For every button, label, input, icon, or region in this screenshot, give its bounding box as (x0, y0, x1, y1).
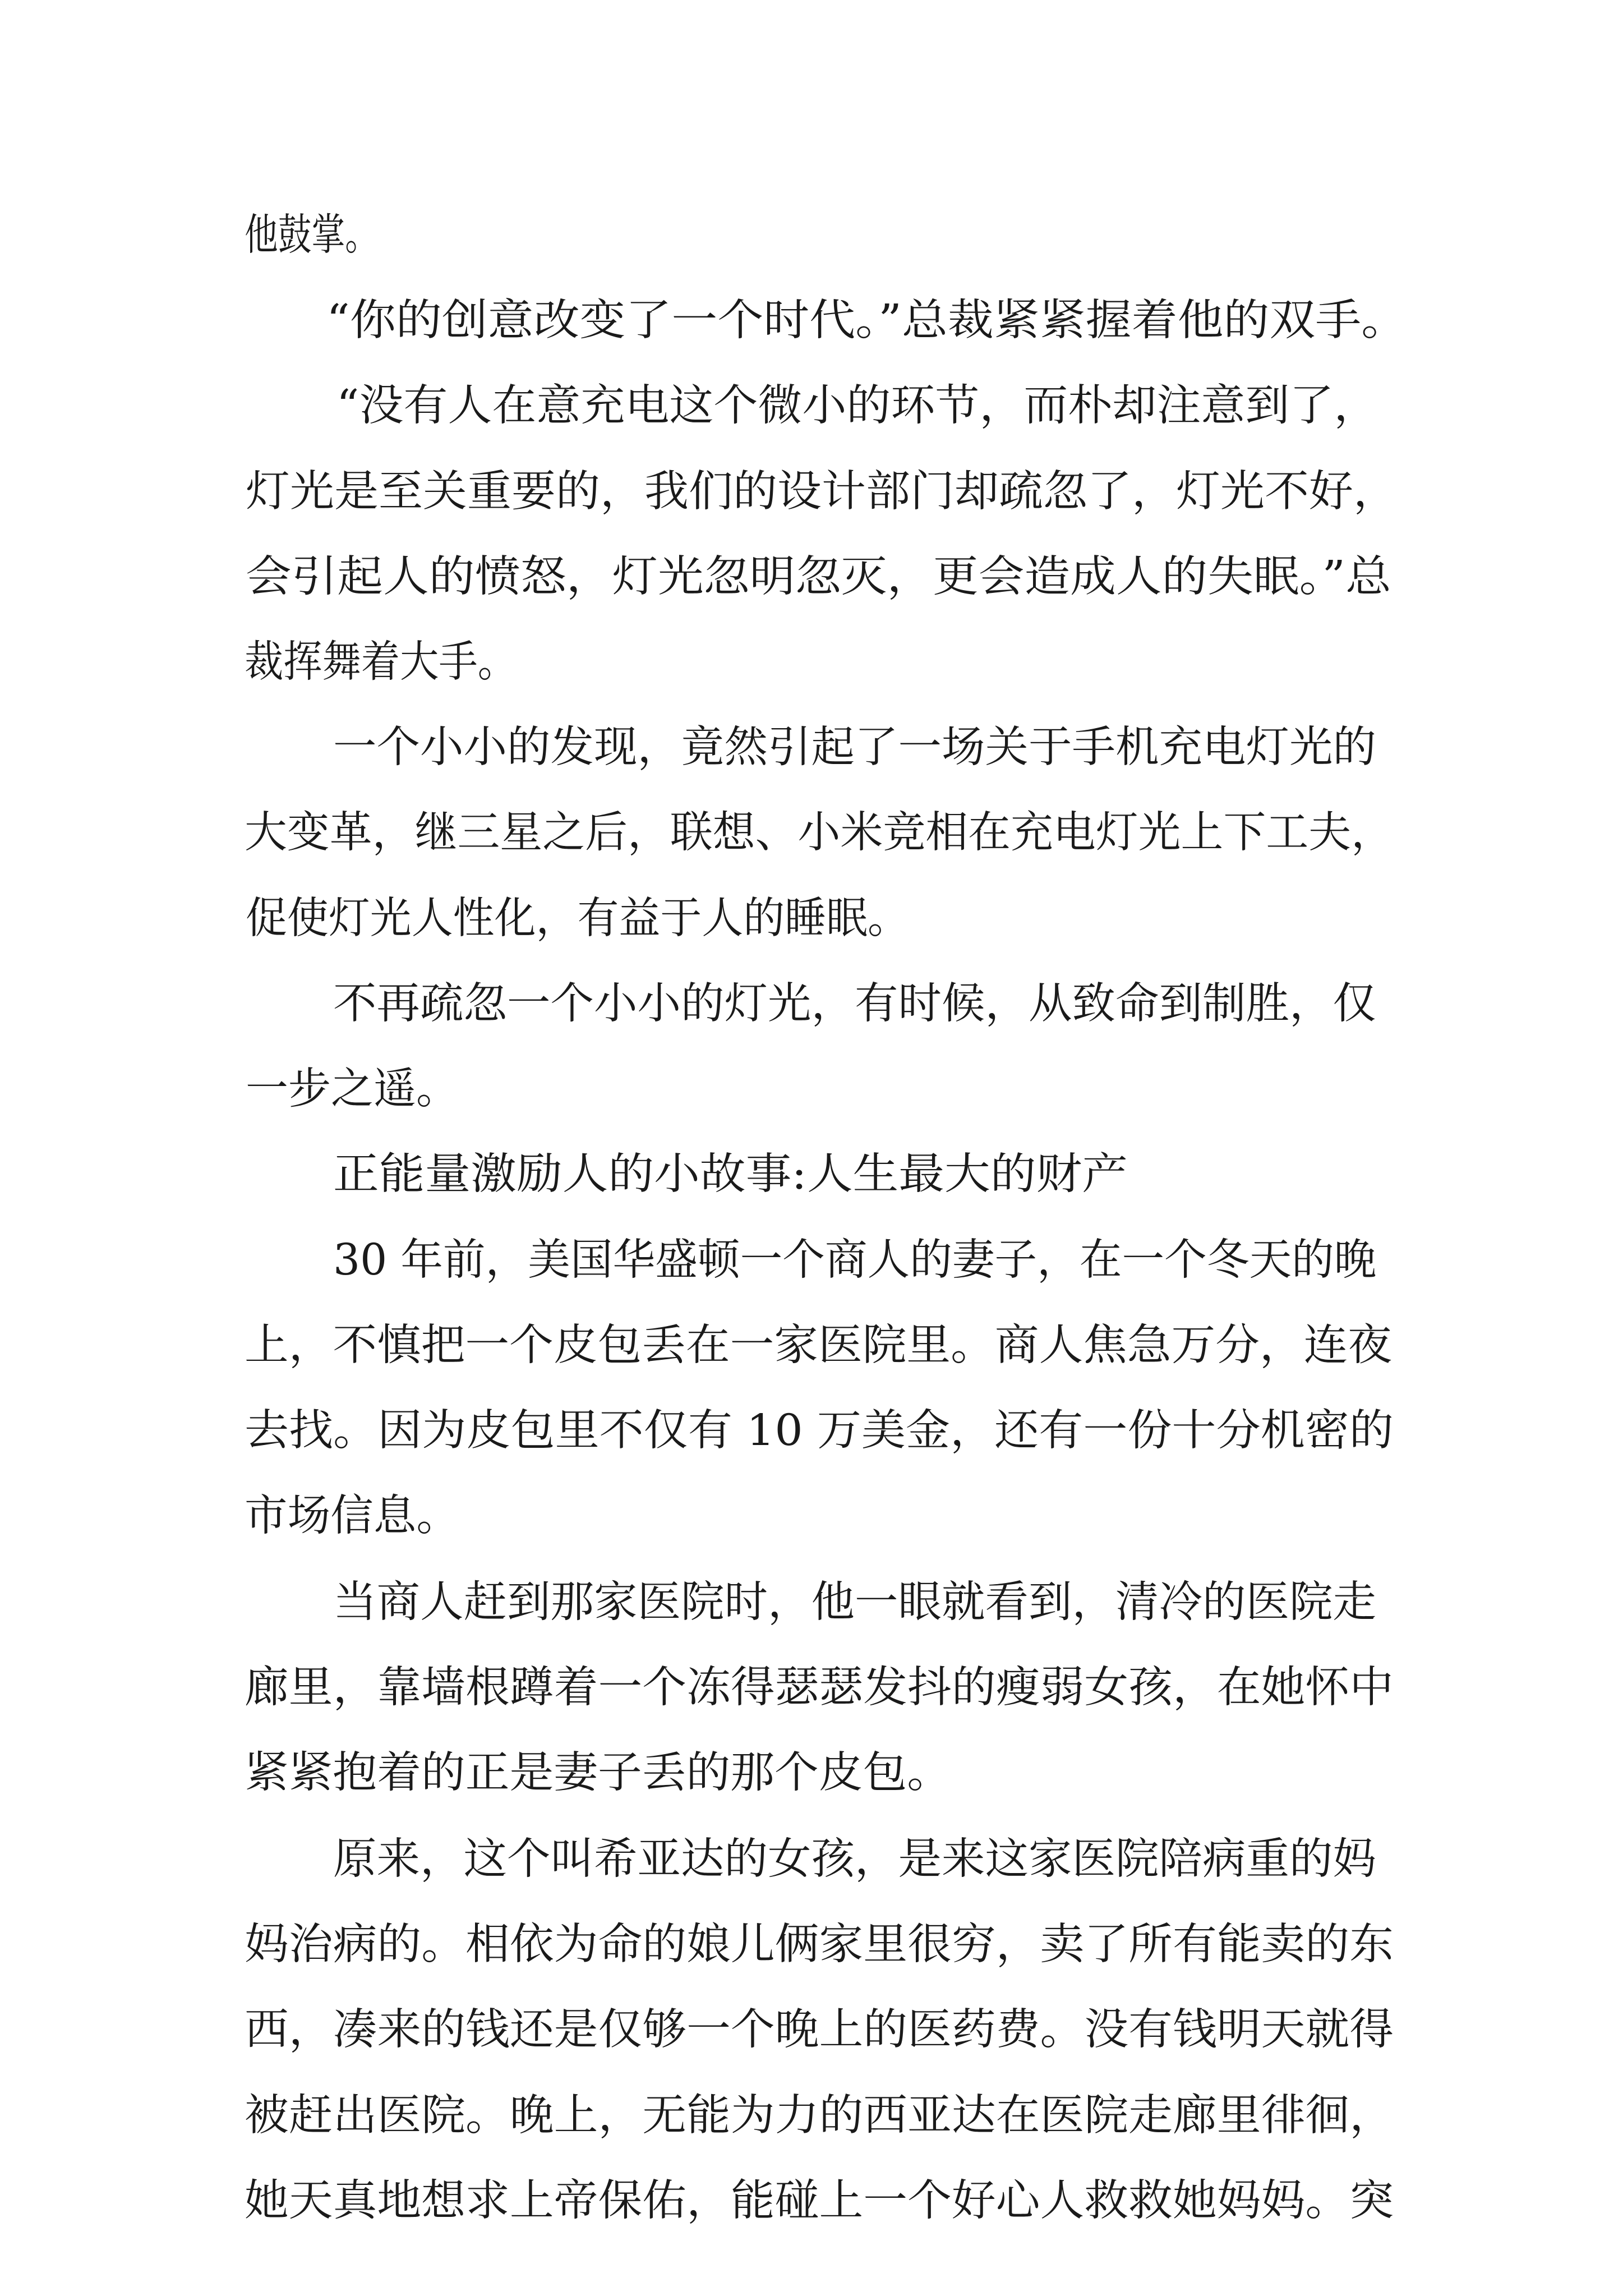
text-line: 一步之遥。 (246, 1064, 459, 1114)
text-line: 裁挥舞着大手。 (245, 637, 517, 687)
text-line: 大变革，继三星之后，联想、小米竞相在充电灯光上下工夫， (245, 808, 1394, 858)
text-line: 廊里，靠墙根蹲着一个冻得瑟瑟发抖的瘦弱女孩，在她怀中 (245, 1663, 1394, 1713)
text-line: 促使灯光人性化，有益于人的睡眠。 (246, 894, 909, 944)
text-line: “你的创意改变了一个时代。”总裁紧紧握着他的双手。 (326, 296, 1408, 346)
text-line: 他鼓掌。 (245, 210, 379, 260)
text-line: 原来，这个叫希亚达的女孩，是来这家医院陪病重的妈 (333, 1834, 1376, 1884)
text-line: 被赶出医院。晚上，无能为力的西亚达在医院走廊里徘徊， (245, 2091, 1394, 2141)
text-line: 会引起人的愤怒，灯光忽明忽灭，更会造成人的失眠。”总 (246, 552, 1391, 602)
text-line: “没有人在意充电这个微小的环节，而朴却注意到了， (336, 381, 1378, 431)
text-line: 妈治病的。相依为命的娘儿俩家里很穷，卖了所有能卖的东 (245, 1920, 1394, 1970)
text-line: 当商人赶到那家医院时，他一眼就看到，清冷的医院走 (333, 1577, 1376, 1627)
text-line: 正能量激励人的小故事:人生最大的财产 (333, 1149, 1128, 1199)
text-line: 灯光是至关重要的，我们的设计部门却疏忽了，灯光不好， (246, 467, 1398, 517)
text-line: 市场信息。 (245, 1491, 459, 1541)
text-line: 西，凑来的钱还是仅够一个晚上的医药费。没有钱明天就得 (245, 2005, 1394, 2055)
text-line: 她天真地想求上帝保佑，能碰上一个好心人救救她妈妈。突 (245, 2176, 1394, 2226)
text-line: 紧紧抱着的正是妻子丢的那个皮包。 (245, 1748, 951, 1798)
text-line: 30 年前，美国华盛顿一个商人的妻子，在一个冬天的晚 (333, 1235, 1377, 1285)
text-line: 去找。因为皮包里不仅有 10 万美金，还有一份十分机密的 (245, 1406, 1394, 1456)
text-line: 上，不慎把一个皮包丢在一家医院里。商人焦急万分，连夜 (245, 1320, 1392, 1370)
text-line: 不再疏忽一个小小的灯光，有时候，从致命到制胜，仅 (333, 979, 1376, 1029)
text-line: 一个小小的发现，竟然引起了一场关于手机充电灯光的 (333, 723, 1376, 772)
